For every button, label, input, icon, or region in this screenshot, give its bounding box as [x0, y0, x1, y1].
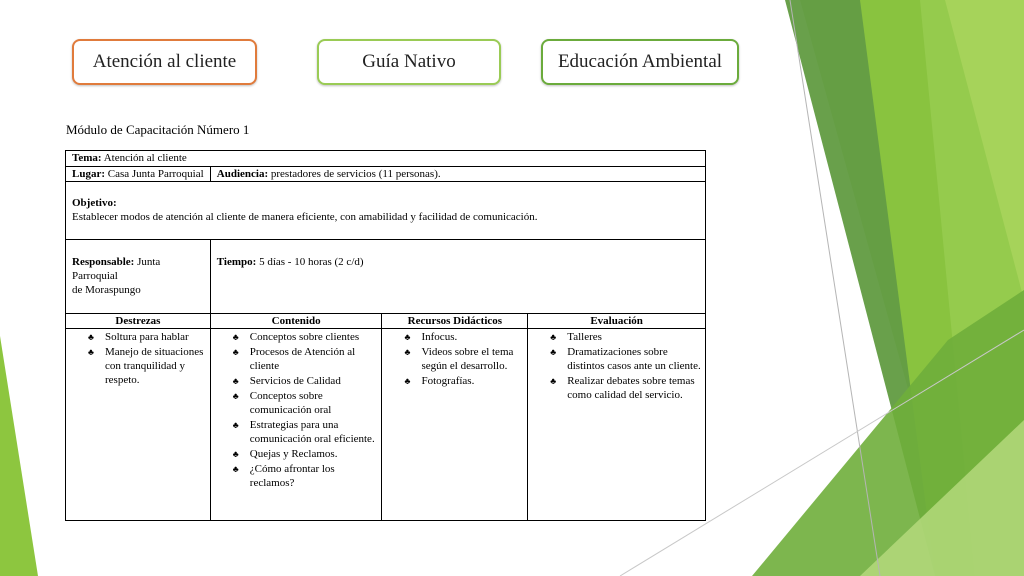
- club-bullet-icon: ♣: [550, 332, 557, 342]
- lugar-value: Casa Junta Parroquial: [107, 168, 204, 180]
- responsable-label: Responsable:: [72, 256, 135, 268]
- club-bullet-icon: ♣: [232, 391, 239, 401]
- audiencia-value: prestadores de servicios (11 personas).: [270, 168, 441, 180]
- atencion-cliente-button[interactable]: [72, 39, 257, 85]
- club-bullet-icon: ♣: [88, 332, 94, 342]
- club-bullet-icon: ♣: [232, 449, 239, 459]
- club-bullet-icon: ♣: [88, 347, 94, 357]
- header-evaluacion: Evaluación: [528, 314, 706, 329]
- guia-nativo-label: Guía Nativo: [362, 51, 456, 72]
- list-item-text: Manejo de situaciones con tranquilidad y respeto.: [105, 346, 204, 386]
- responsable-value-1: Junta Parroquial: [72, 256, 161, 282]
- list-item-text: Videos sobre el tema según el desarrollo.: [421, 346, 514, 372]
- list-item: [233, 389, 382, 417]
- educacion-ambiental-label: Educación Ambiental: [557, 51, 723, 72]
- header-destrezas: Destrezas: [66, 314, 211, 329]
- recursos-cell: [382, 329, 528, 521]
- objetivo-label: Objetivo:: [72, 197, 117, 209]
- responsable-cell: [66, 240, 211, 314]
- tema-label: Tema:: [72, 152, 102, 164]
- list-item: [233, 345, 382, 373]
- list-item-text: Fotografías.: [421, 375, 475, 387]
- header-recursos: Recursos Didácticos: [382, 314, 528, 329]
- responsable-value-2: de Moraspungo: [72, 284, 141, 296]
- lugar-row: [66, 167, 706, 182]
- list-item: [550, 330, 705, 344]
- tiempo-value: 5 días - 10 horas (2 c/d): [259, 256, 364, 268]
- destrezas-list: [66, 330, 210, 387]
- training-module-table: [65, 150, 706, 521]
- list-item-text: Soltura para hablar: [105, 331, 189, 343]
- audiencia-cell: [210, 167, 705, 182]
- club-bullet-icon: ♣: [404, 376, 411, 386]
- content-row: [66, 329, 706, 521]
- club-bullet-icon: ♣: [232, 376, 239, 386]
- tema-cell: [66, 151, 706, 167]
- list-item: [233, 374, 382, 388]
- club-bullet-icon: ♣: [404, 332, 411, 342]
- list-item: [233, 447, 382, 461]
- list-item-text: Infocus.: [421, 331, 458, 343]
- club-bullet-icon: ♣: [232, 332, 239, 342]
- objetivo-row: [66, 182, 706, 240]
- contenido-list: [211, 330, 382, 490]
- module-title: Módulo de Capacitación Número 1: [66, 122, 250, 137]
- list-item: [88, 330, 210, 344]
- evaluacion-list: [528, 330, 705, 402]
- list-item-text: Quejas y Reclamos.: [249, 448, 338, 460]
- contenido-cell: [210, 329, 382, 521]
- atencion-cliente-label: Atención al cliente: [92, 51, 237, 72]
- list-item: [233, 462, 382, 490]
- evaluacion-cell: [528, 329, 706, 521]
- list-item: [550, 374, 705, 402]
- guia-nativo-button[interactable]: [317, 39, 501, 85]
- list-item-text: Procesos de Atención al cliente: [249, 346, 356, 372]
- destrezas-cell: [66, 329, 211, 521]
- list-item: [404, 345, 527, 373]
- list-item: [88, 345, 210, 387]
- club-bullet-icon: ♣: [232, 347, 239, 357]
- responsable-row: [66, 240, 706, 314]
- list-item: [233, 418, 382, 446]
- list-item: [550, 345, 705, 373]
- tema-row: [66, 151, 706, 167]
- list-item: [233, 330, 382, 344]
- list-item-text: Servicios de Calidad: [249, 375, 341, 387]
- left-green-shard: [0, 336, 38, 576]
- list-item-text: Estrategias para una comunicación oral eficiente.: [249, 419, 375, 445]
- objetivo-value: Establecer modos de atención al cliente de manera eficiente, con amabilidad y facilidad de comunicación.: [72, 211, 538, 223]
- list-item-text: Dramatizaciones sobre distintos casos ante un cliente.: [567, 346, 701, 372]
- lugar-label: Lugar:: [72, 168, 105, 180]
- club-bullet-icon: ♣: [404, 347, 411, 357]
- club-bullet-icon: ♣: [550, 376, 557, 386]
- list-item-text: Conceptos sobre comunicación oral: [249, 390, 332, 416]
- objetivo-cell: [66, 182, 706, 240]
- column-header-row: [66, 314, 706, 329]
- list-item-text: Realizar debates sobre temas como calidad del servicio.: [567, 375, 695, 401]
- educacion-ambiental-button[interactable]: [541, 39, 739, 85]
- list-item-text: Talleres: [567, 331, 602, 343]
- audiencia-label: Audiencia:: [216, 168, 269, 180]
- header-contenido: Contenido: [210, 314, 382, 329]
- list-item: [404, 330, 527, 344]
- list-item-text: Conceptos sobre clientes: [249, 331, 360, 343]
- list-item-text: ¿Cómo afrontar los reclamos?: [249, 463, 335, 489]
- recursos-list: [382, 330, 527, 388]
- club-bullet-icon: ♣: [550, 347, 557, 357]
- tiempo-cell: [210, 240, 705, 314]
- club-bullet-icon: ♣: [232, 420, 239, 430]
- list-item: [404, 374, 527, 388]
- club-bullet-icon: ♣: [232, 464, 239, 474]
- lugar-cell: [66, 167, 211, 182]
- tiempo-label: Tiempo:: [216, 256, 257, 268]
- tema-value: Atención al cliente: [103, 152, 187, 164]
